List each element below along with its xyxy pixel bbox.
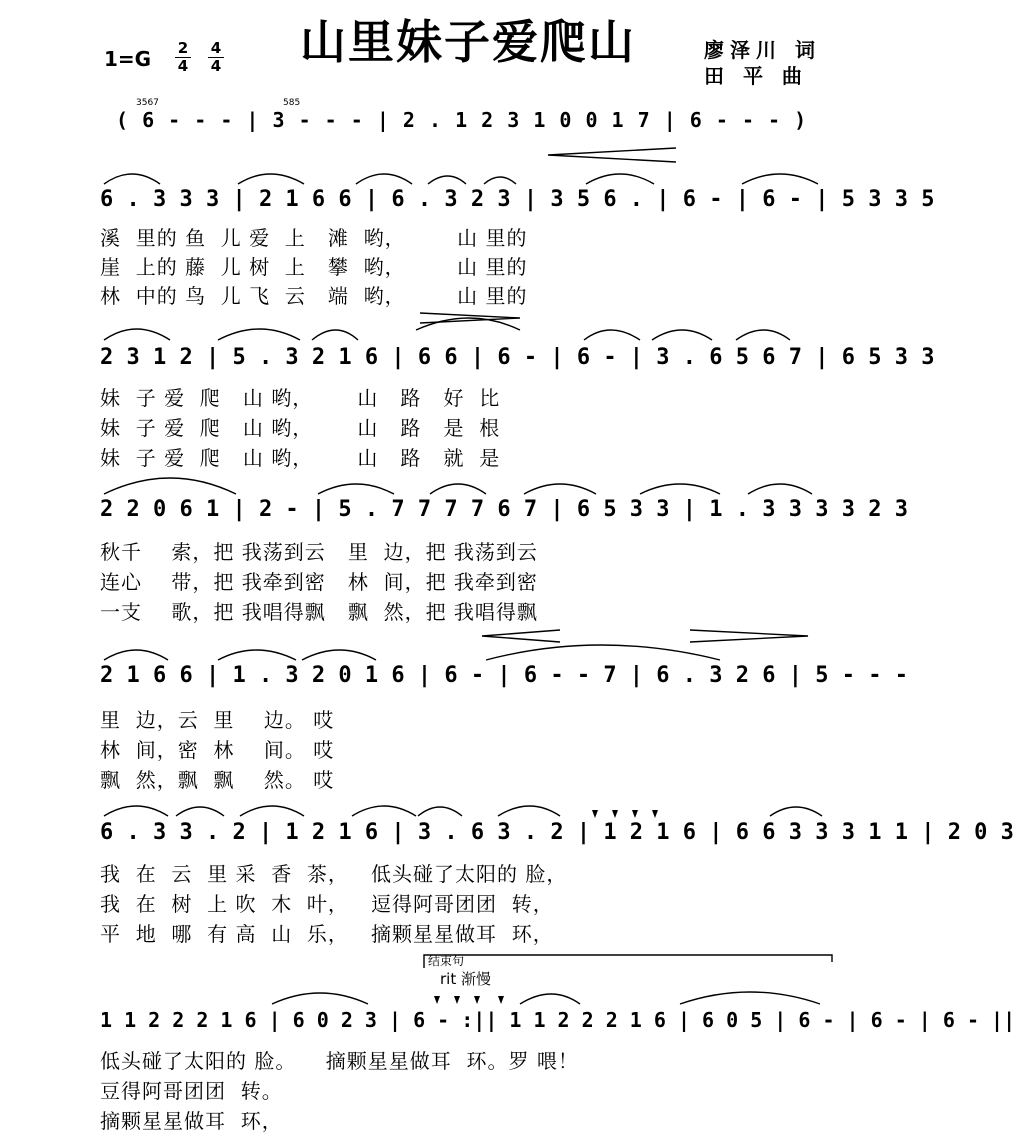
ending-label: 结束句	[428, 954, 465, 968]
time-signature-numerator: 2	[177, 39, 189, 57]
slur	[238, 174, 304, 184]
slur	[484, 177, 516, 184]
system-6-lyric-verse-1: 低头碰了太阳的 脸。 摘颗星星做耳 环。罗 喂！	[100, 1049, 579, 1073]
slur	[736, 330, 790, 340]
ending-bracket	[424, 955, 832, 968]
system-5-lyric-verse-3: 平 地 哪 有 高 山 乐， 摘颗星星做耳 环，	[100, 922, 554, 946]
slur	[272, 993, 368, 1004]
slur	[770, 807, 822, 816]
slur	[524, 484, 596, 494]
system-4-notes: 2 1 6 6 | 1 . 3 2 0 1 6 | 6 - | 6 - - 7 | 6 . 3 2 6 | 5 - - -	[100, 663, 908, 688]
slur	[218, 650, 296, 660]
system-1-lyric-verse-1: 溪 里的 鱼 儿 爱 上 滩 哟， 山 里的	[100, 226, 528, 250]
system-5-lyric-verse-2: 我 在 树 上 吹 木 叶， 逗得阿哥团团 转，	[100, 892, 554, 916]
slur	[356, 174, 412, 184]
system-2-lyric-verse-2: 妹 子 爱 爬 山 哟， 山 路 是 根	[100, 416, 501, 440]
system-6-notes: 1 1 2 2 2 1 6 | 6 0 2 3 | 6 - :|| 1 1 2 2 2 1 6 | 6 0 5 | 6 - | 6 - | 6 - ||	[100, 1008, 1015, 1032]
slur	[418, 807, 462, 816]
system-1-notes: 6 . 3 3 3 | 2 1 6 6 | 6 . 3 2 3 | 3 5 6 . | 6 - | 6 - | 5 3 3 5	[100, 187, 935, 212]
system-6-lyric-verse-3: 摘颗星星做耳 环，	[100, 1109, 283, 1133]
time-signature-denominator: 4	[208, 57, 224, 75]
slur	[652, 330, 712, 340]
lyricist-credit: 廖泽川 词	[704, 38, 821, 62]
slur	[748, 484, 812, 494]
system-4-lyric-verse-2: 林 间，密 林 间。 哎	[100, 738, 335, 762]
slur	[104, 806, 168, 816]
slur	[520, 994, 580, 1004]
slur	[680, 992, 820, 1004]
slur	[240, 806, 304, 816]
time-signature-numerator: 4	[210, 39, 222, 57]
intro-grace-note-2: 585	[283, 98, 301, 108]
system-3-lyric-verse-1: 秋千 索，把 我荡到云 里 边，把 我荡到云	[100, 540, 538, 564]
system-2-lyric-verse-1: 妹 子 爱 爬 山 哟， 山 路 好 比	[100, 386, 501, 410]
system-2-lyric-verse-3: 妹 子 爱 爬 山 哟， 山 路 就 是	[100, 446, 501, 470]
slur	[352, 806, 416, 816]
slur	[584, 330, 640, 340]
intro-grace-note-1: 3567	[136, 98, 159, 108]
hairpin	[420, 313, 520, 323]
slur	[218, 329, 300, 340]
slur	[318, 484, 394, 494]
system-1-lyric-verse-3: 林 中的 鸟 儿 飞 云 端 哟， 山 里的	[100, 284, 528, 308]
system-2-notes: 2 3 1 2 | 5 . 3 2 1 6 | 6 6 | 6 - | 6 - | 3 . 6 5 6 7 | 6 5 3 3	[100, 345, 935, 370]
slur	[428, 176, 466, 184]
slur	[416, 318, 520, 330]
slur	[104, 329, 170, 340]
system-5-lyric-verse-1: 我 在 云 里 采 香 茶， 低头碰了太阳的 脸，	[100, 862, 568, 886]
time-signature-denominator: 4	[175, 57, 191, 75]
slur	[176, 807, 224, 816]
system-3-lyric-verse-3: 一支 歌，把 我唱得飘 飘 然，把 我唱得飘	[100, 600, 538, 624]
slur	[486, 645, 720, 660]
system-5-notes: 6 . 3 3 . 2 | 1 2 1 6 | 3 . 6 3 . 2 | 1 2 1 6 | 6 6 3 3 3 1 1 | 2 0 3	[100, 820, 1014, 845]
key-signature: 1=G	[104, 47, 152, 71]
hairpin	[690, 630, 808, 642]
slur	[312, 330, 358, 340]
system-4-lyric-verse-1: 里 边，云 里 边。 哎	[100, 708, 335, 732]
intro-notes: ( 6 - - - | 3 - - - | 2 . 1 2 3 1 0 0 1 7 | 6 - - - )	[116, 108, 808, 132]
composer-credit: 田 平 曲	[704, 64, 808, 88]
system-3-lyric-verse-2: 连心 带，把 我牵到密 林 间，把 我牵到密	[100, 570, 538, 594]
slur	[104, 650, 168, 660]
system-4-lyric-verse-3: 飘 然，飘 飘 然。 哎	[100, 768, 335, 792]
song-title: 山里妹子爱爬山	[300, 15, 636, 69]
system-1-lyric-verse-2: 崖 上的 藤 儿 树 上 攀 哟， 山 里的	[100, 255, 528, 279]
slur	[498, 806, 560, 816]
time-signature-4-4	[208, 40, 224, 75]
hairpin	[482, 630, 560, 642]
slur	[302, 650, 376, 660]
slur	[430, 484, 486, 494]
slur	[640, 484, 720, 494]
hairpin	[548, 148, 676, 162]
system-6-lyric-verse-2: 豆得阿哥团团 转。	[100, 1079, 283, 1103]
time-signature-2-4	[175, 40, 191, 75]
slur	[104, 174, 160, 184]
slur	[586, 174, 654, 184]
slur	[742, 174, 818, 184]
slur	[104, 478, 236, 494]
ritardando-label: rit 渐慢	[440, 970, 491, 988]
system-3-notes: 2 2 0 6 1 | 2 - | 5 . 7 7 7 7 6 7 | 6 5 3 3 | 1 . 3 3 3 3 2 3	[100, 497, 908, 522]
